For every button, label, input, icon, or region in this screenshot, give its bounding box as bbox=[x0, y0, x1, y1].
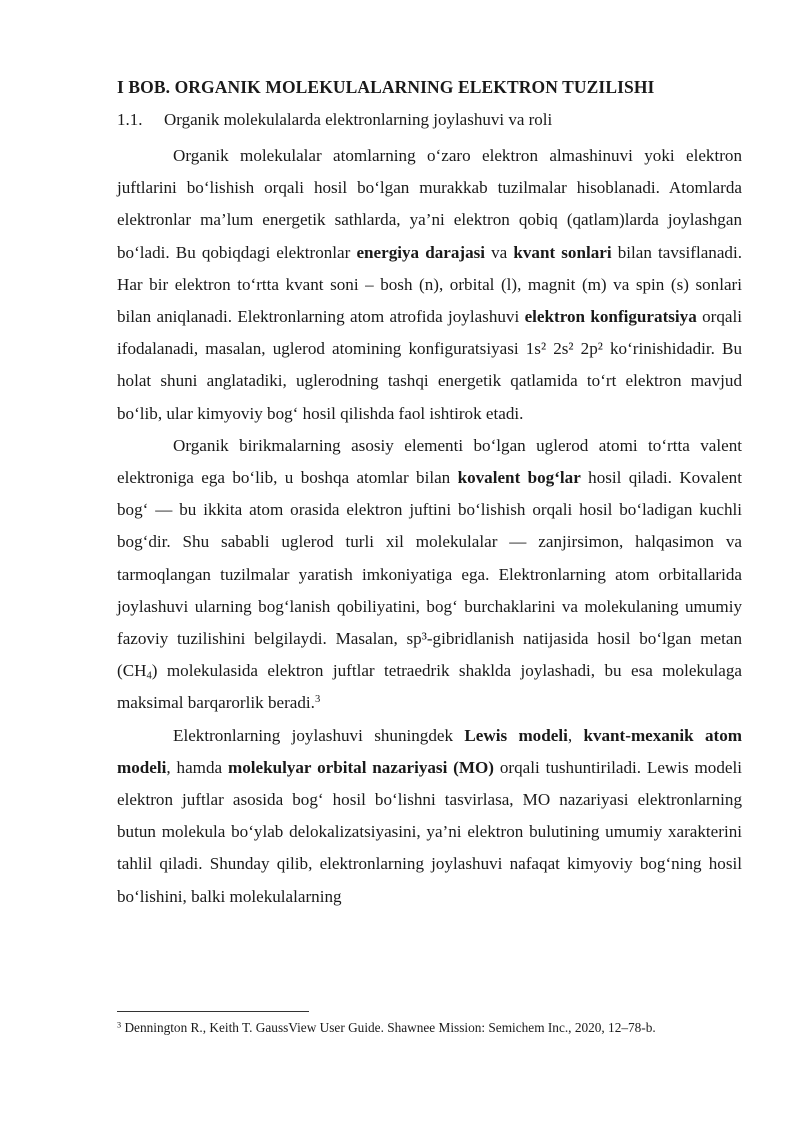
term-kovalent-boglar: kovalent bog‘lar bbox=[457, 468, 581, 488]
term-molekulyar-orbital-nazariyasi: molekulyar orbital nazariyasi (MO) bbox=[227, 757, 494, 777]
paragraph-1-text-4: orqali ifodalanadi, masalan, uglerod atomining konfiguratsiyasi 1s² 2s² 2p² ko‘rinishidadir. Bu holat shuni anglatadiki, uglerodning tashqi energetik qatlamida to‘rt elektron mavjud bo‘lib, ular kimyoviy bog‘ hosil qilishda faol ishtirok etadi. bbox=[117, 307, 742, 423]
subscript-4: 4 bbox=[146, 670, 152, 682]
section-number: 1.1. bbox=[117, 110, 143, 129]
paragraph-2 bbox=[117, 430, 742, 720]
paragraph-2-text-3: ) molekulasida elektron juftlar tetraedrik shaklda joylashadi, bu esa molekulaga maksimal barqarorlik beradi. bbox=[117, 661, 742, 713]
section-title: Organik molekulalarda elektronlarning joylashuvi va roli bbox=[164, 110, 553, 129]
term-lewis-modeli: Lewis modeli bbox=[464, 725, 568, 745]
section-heading bbox=[117, 108, 757, 132]
footnote-number: 3 bbox=[117, 1020, 122, 1030]
footnote bbox=[117, 1019, 757, 1037]
paragraph-2-text-1: Organik birikmalarning asosiy elementi bo‘lgan uglerod atomi to‘rtta valent elektroniga ega bo‘lib, u boshqa atomlar bilan bbox=[117, 435, 742, 488]
footnote-text: Dennington R., Keith T. GaussView User Guide. Shawnee Mission: Semichem Inc., 2020, 12–78-b. bbox=[121, 1020, 656, 1035]
term-energiya-darajasi: energiya darajasi bbox=[356, 242, 486, 262]
paragraph-3-text-4: orqali tushuntiriladi. Lewis modeli elektron juftlar asosida bog‘ hosil bo‘lishni tasvirlasa, MO nazariyasi elektronlarning butun molekula bo‘ylab delokalizatsiyasini, ya’ni elektron bulutining umumiy xarakterini tahlil qiladi. Shunday qilib, elektronlarning joylashuvi nafaqat kimyoviy bog‘ning hosil bo‘lishini, balki molekulalarning bbox=[117, 757, 742, 906]
paragraph-2-text-2: hosil qiladi. Kovalent bog‘ — bu ikkita atom orasida elektron juftini bo‘lishish orqali hosil bo‘ladigan kuchli bog‘dir. Shu sababli uglerod turli xil molekulalar — zanjirsimon, halqasimon va tarmoqlangan tuzilmalar yaratish imkoniyatiga ega. Elektronlarning atom orbitallarida joylashuvi ularning bog‘lanish qobiliyatini, bog‘ burchaklarini va molekulaning umumiy fazoviy tuzilishini belgilaydi. Masalan, sp³-gibridlanish natijasida hosil bo‘lgan metan (CH bbox=[117, 468, 742, 681]
term-elektron-konfiguratsiya: elektron konfiguratsiya bbox=[524, 307, 697, 327]
paragraph-1-text-1: Organik molekulalar atomlarning o‘zaro elektron almashinuvi yoki elektron juftlarini bo‘lishish orqali hosil bo‘lgan murakkab tuzilmalar hisoblanadi. Atomlarda elektronlar ma’lum energetik sathlarda, ya’ni elektron qobiq (qatlam)larda joylashgan bo‘ladi. Bu qobiqdagi elektronlar bbox=[117, 146, 742, 262]
chapter-title: I BOB. ORGANIK MOLEKULALARNING ELEKTRON TUZILISHI bbox=[117, 77, 655, 97]
term-kvant-sonlari: kvant sonlari bbox=[513, 242, 612, 262]
footnote-reference[interactable]: 3 bbox=[314, 694, 321, 706]
footnote-separator bbox=[117, 1011, 309, 1012]
paragraph-3-text-1: Elektronlarning joylashuvi shuningdek bbox=[173, 725, 465, 745]
paragraph-3-text-3: , hamda bbox=[166, 757, 228, 777]
paragraph-1-text-3: bilan tavsiflanadi. Har bir elektron to‘rtta kvant soni – bosh (n), orbital (l), magnit (m) va spin (s) sonlari bilan aniqlanadi. Elektronlarning atom atrofida joylashuvi bbox=[117, 242, 742, 327]
paragraph-1-text-2: va bbox=[485, 242, 514, 262]
body-text bbox=[117, 140, 742, 913]
paragraph-3 bbox=[117, 720, 742, 913]
term-kvant-mexanik-atom-modeli: kvant-mexanik atom modeli bbox=[117, 725, 742, 777]
paragraph-3-text-2: , bbox=[567, 725, 584, 745]
paragraph-1 bbox=[117, 140, 742, 430]
